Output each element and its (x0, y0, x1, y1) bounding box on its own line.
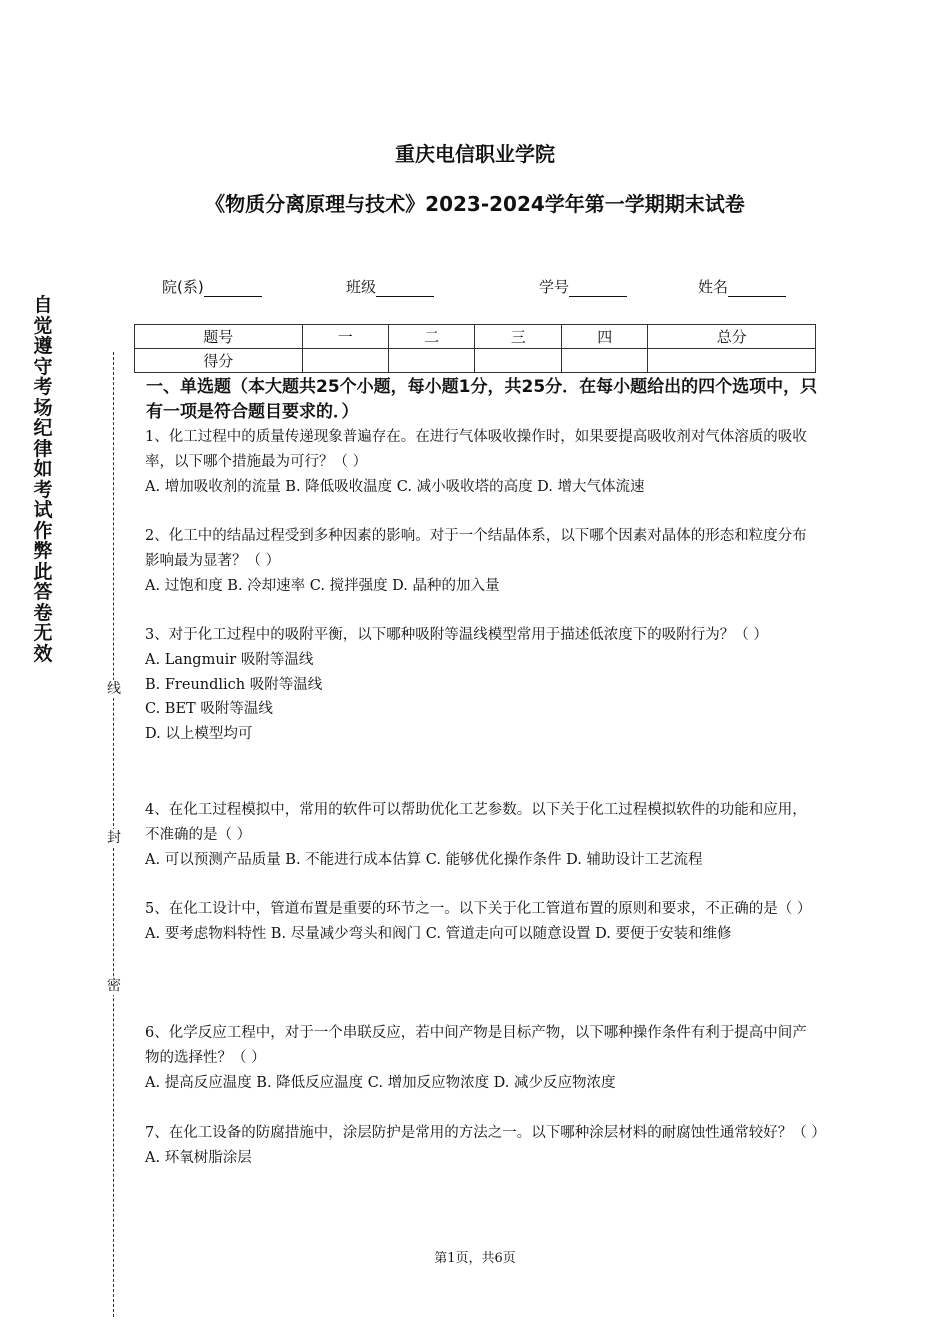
question (145, 897, 820, 947)
question-stem: 6、化学反应工程中，对于一个串联反应，若中间产物是目标产物，以下哪种操作条件有利于提高中间产物的选择性？（ ） (145, 1025, 807, 1066)
question (145, 623, 820, 747)
question-option: B. Freundlich 吸附等温线 (145, 676, 323, 693)
score-table (134, 324, 816, 373)
score-entry-cell[interactable] (648, 349, 816, 373)
score-cell: 题号 (135, 325, 303, 349)
seal-line-label: 线 (107, 681, 121, 697)
question-stem: 3、对于化工过程中的吸附平衡，以下哪种吸附等温线模型常用于描述低浓度下的吸附行为？（ ） (145, 627, 768, 643)
question-options: A. 要考虑物料特性 B. 尽量减少弯头和阀门 C. 管道走向可以随意设置 D. 要便于安装和维修 (145, 925, 732, 942)
score-table-score-row (135, 349, 816, 373)
score-entry-cell[interactable] (388, 349, 474, 373)
score-cell: 二 (388, 325, 474, 349)
name-field[interactable] (698, 276, 786, 297)
score-cell: 得分 (135, 349, 303, 373)
question-options: A. 过饱和度 B. 冷却速率 C. 搅拌强度 D. 晶种的加入量 (145, 577, 500, 594)
student-id-field[interactable] (539, 276, 627, 297)
score-entry-cell[interactable] (302, 349, 388, 373)
question (145, 1121, 826, 1171)
question (145, 798, 820, 872)
question-stem: 4、在化工过程模拟中，常用的软件可以帮助优化工艺参数。以下关于化工过程模拟软件的功能和应用，不准确的是（ ） (145, 802, 807, 843)
question-stem: 1、化工过程中的质量传递现象普遍存在。在进行气体吸收操作时，如果要提高吸收剂对气体溶质的吸收率，以下哪个措施最为可行？（ ） (145, 429, 807, 470)
score-entry-cell[interactable] (475, 349, 561, 373)
score-cell: 四 (561, 325, 647, 349)
exam-title: 《物质分离原理与技术》2023-2024学年第一学期期末试卷 (205, 192, 745, 216)
seal-seal-label: 封 (107, 830, 121, 846)
department-field[interactable] (162, 276, 262, 297)
section-heading: 一、单选题（本大题共25个小题，每小题1分，共25分．在每小题给出的四个选项中，只有一项是符合题目要求的．） (146, 377, 818, 422)
score-cell: 三 (475, 325, 561, 349)
student-id-label: 学号 (539, 278, 570, 296)
school-name: 重庆电信职业学院 (395, 142, 555, 166)
question-stem: 7、在化工设备的防腐措施中，涂层防护是常用的方法之一。以下哪种涂层材料的耐腐蚀性通常较好？（ ） (145, 1125, 826, 1141)
page-number: 第1页，共6页 (434, 1251, 516, 1266)
question (145, 1021, 820, 1095)
question-options: A. 增加吸收剂的流量 B. 降低吸收温度 C. 减小吸收塔的高度 D. 增大气体流速 (145, 478, 645, 495)
question-stem: 2、化工中的结晶过程受到多种因素的影响。对于一个结晶体系，以下哪个因素对晶体的形态和粒度分布影响最为显著？（ ） (145, 528, 807, 569)
question-stem: 5、在化工设计中，管道布置是重要的环节之一。以下关于化工管道布置的原则和要求，不正确的是（ ） (145, 901, 812, 917)
question-option: A. Langmuir 吸附等温线 (145, 651, 314, 668)
question (145, 524, 820, 598)
question-option: D. 以上模型均可 (145, 726, 253, 743)
exam-discipline-notice: 自觉遵守考场纪律如考试作弊此答卷无效 (33, 294, 53, 665)
question-options: A. 提高反应温度 B. 降低反应温度 C. 增加反应物浓度 D. 减少反应物浓度 (145, 1074, 616, 1091)
score-cell: 总分 (648, 325, 816, 349)
name-label: 姓名 (698, 278, 729, 296)
class-label: 班级 (346, 278, 377, 296)
score-cell: 一 (302, 325, 388, 349)
score-entry-cell[interactable] (561, 349, 647, 373)
question-options: A. 环氧树脂涂层 (145, 1149, 252, 1166)
question-options: A. 可以预测产品质量 B. 不能进行成本估算 C. 能够优化操作条件 D. 辅助设计工艺流程 (145, 851, 703, 868)
question (145, 425, 820, 499)
seal-close-label: 密 (107, 978, 121, 994)
class-field[interactable] (346, 276, 434, 297)
department-label: 院(系) (162, 278, 204, 296)
question-option: C. BET 吸附等温线 (145, 701, 273, 718)
score-table-header-row (135, 325, 816, 349)
